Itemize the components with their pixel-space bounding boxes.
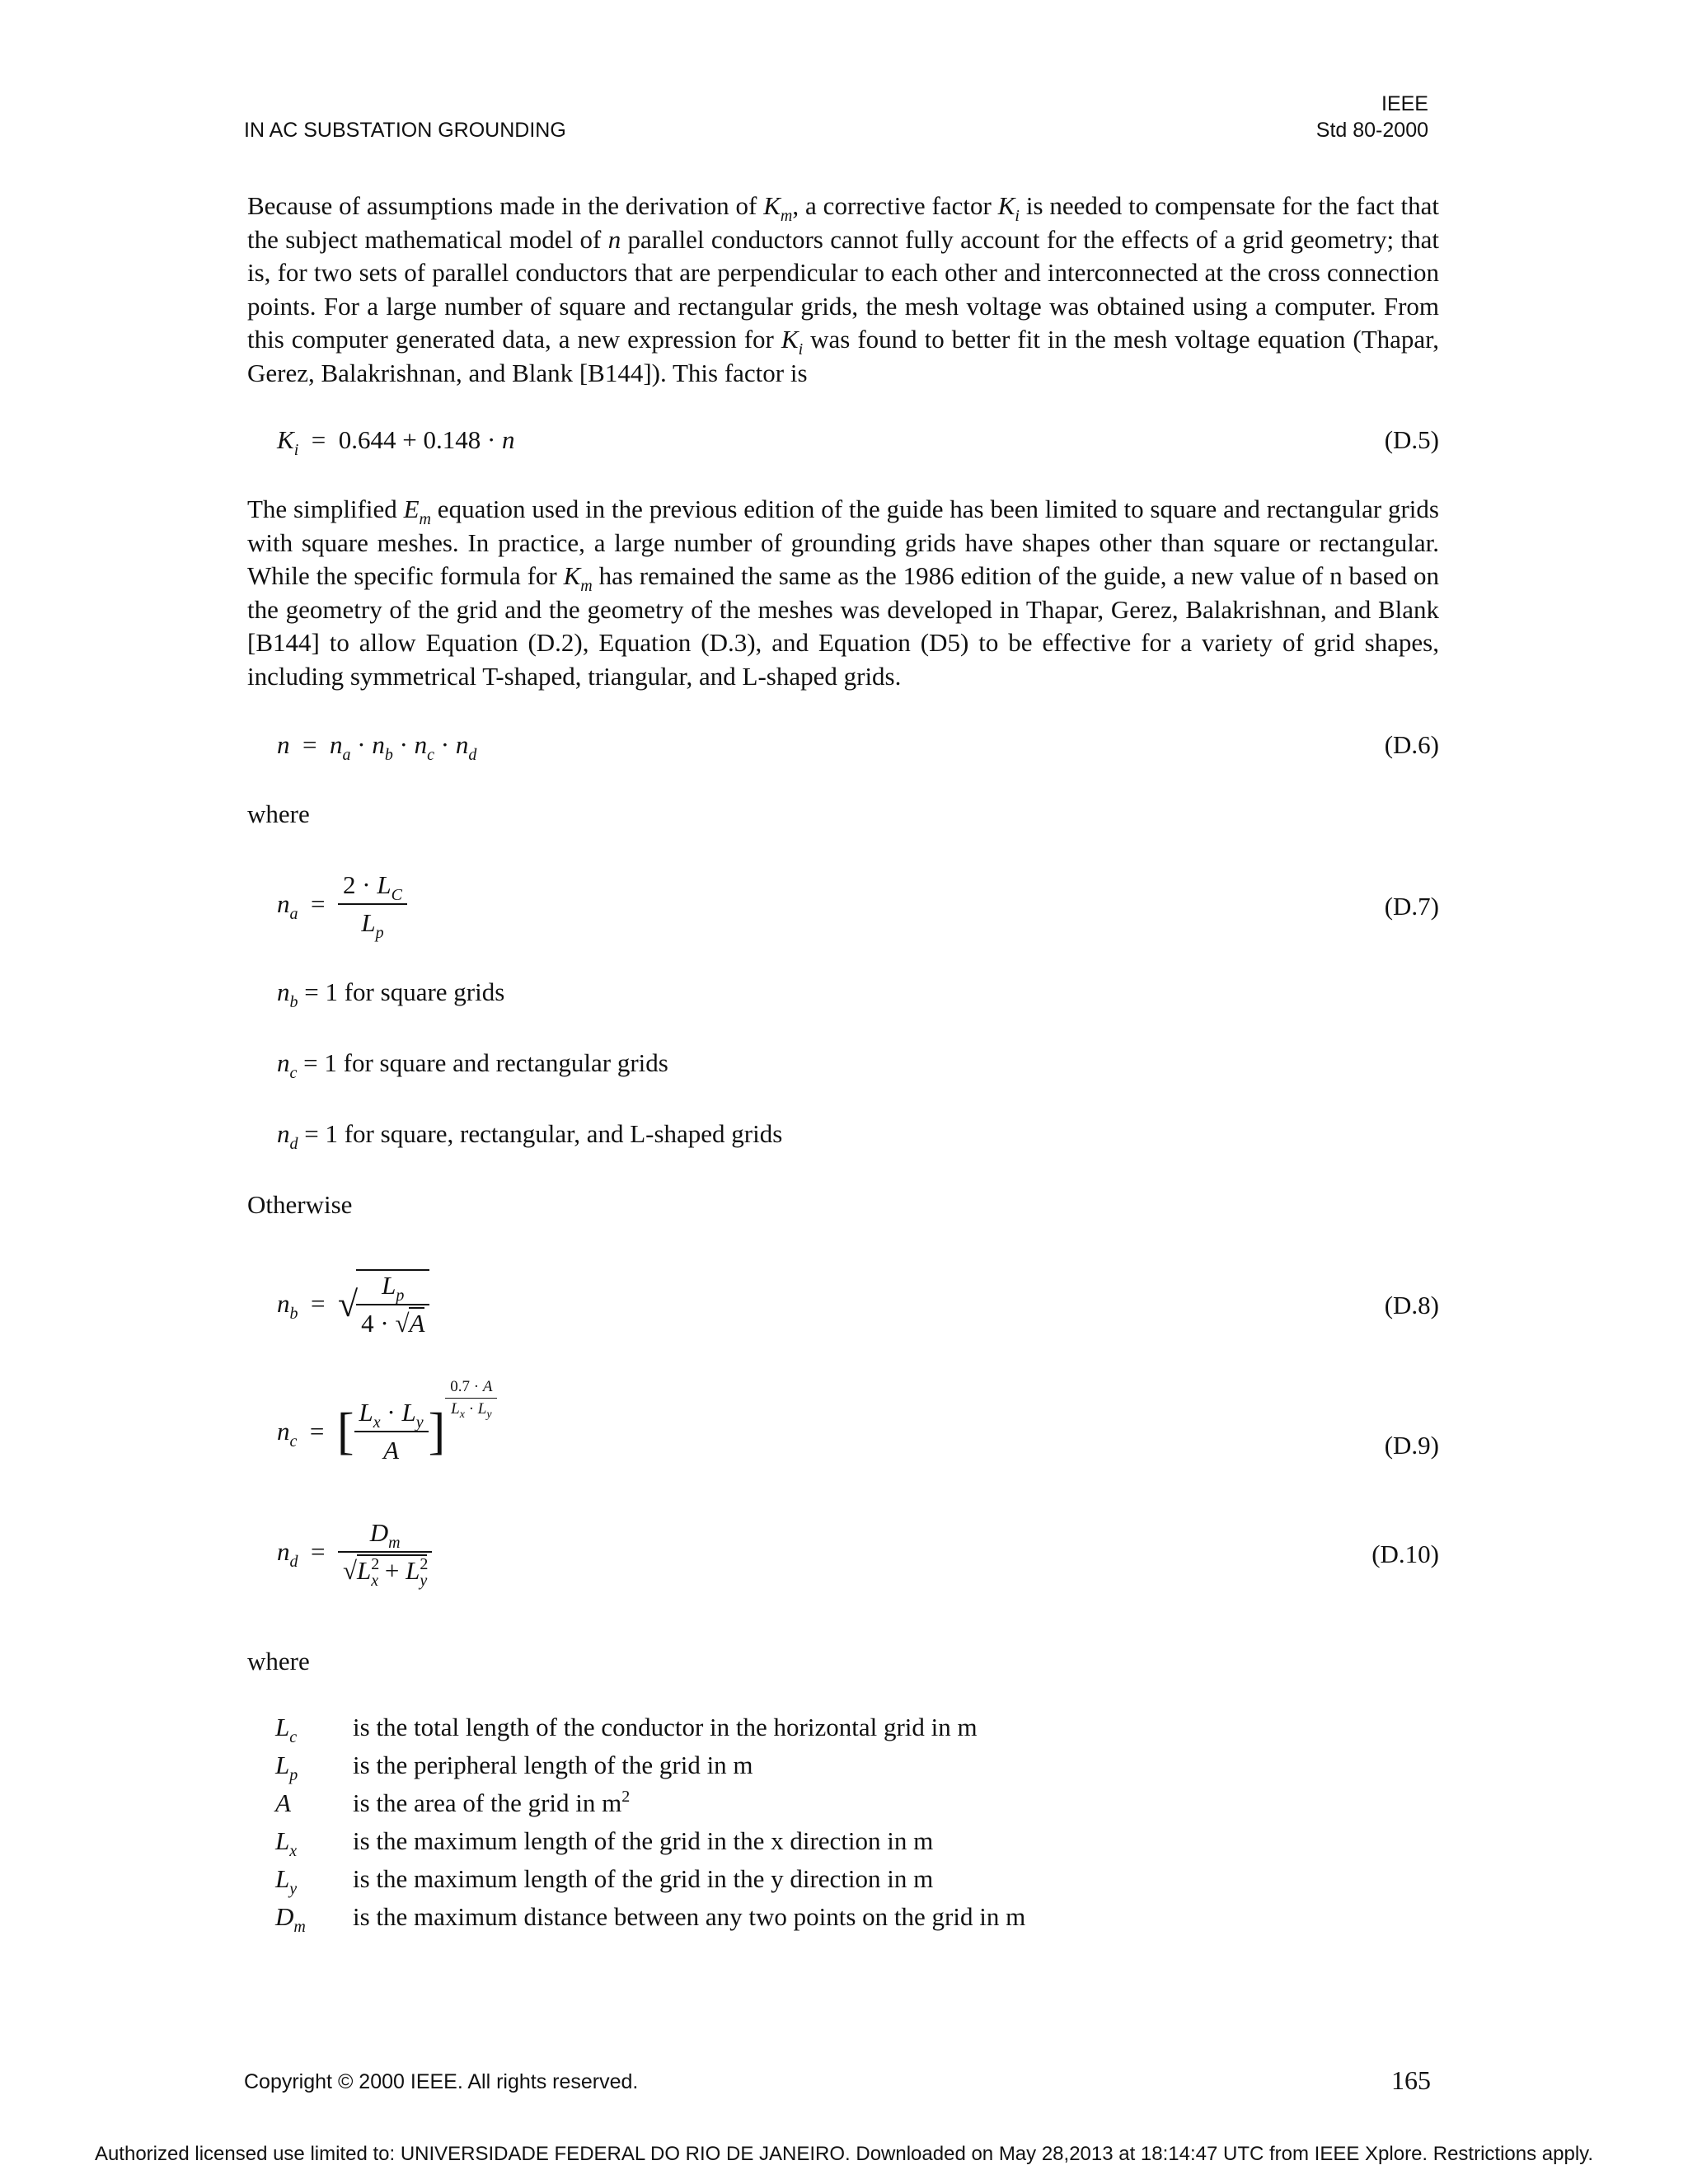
case-nb: $n_b = 1$ for square grids (277, 977, 505, 1011)
definition-symbol: $L_c$ (275, 1713, 298, 1746)
where-label: where (247, 799, 310, 828)
equation-d10: $n_d$ = $\frac{D_m}{√L^2_x + L^2_y}$ (277, 1518, 432, 1586)
definition-text: is the peripheral length of the grid in m (353, 1750, 753, 1779)
copyright-notice: Copyright © 2000 IEEE. All rights reserved. (244, 2070, 639, 2093)
definition-symbol: $L_p$ (275, 1750, 298, 1784)
page-number: 165 (1391, 2065, 1431, 2095)
equation-d7: $n_a$ = $\frac{2 \cdot L_C}{L_p}$ (277, 870, 407, 938)
equation-d8: $n_b$ = √ $\frac{L_p}{4 \cdot √A}$ (277, 1269, 429, 1338)
license-notice: Authorized licensed use limited to: UNIVERSIDADE FEDERAL DO RIO DE JANEIRO. Downloaded on May 28,2013 at 18:14:47 UTC from IEEE Xplore. Restrictions apply. (94, 2143, 1594, 2165)
definition-symbol: $L_x$ (275, 1826, 298, 1860)
definition-text: is the maximum distance between any two points on the grid in m (353, 1902, 1026, 1931)
definition-text: is the maximum length of the grid in the x direction in m (353, 1826, 934, 1855)
equation-d5: $K_i = 0.644 + 0.148 \cdot n$ (277, 425, 515, 459)
definition-text: is the maximum length of the grid in the y direction in m (353, 1864, 934, 1893)
equation-number-d10: (D.10) (1372, 1540, 1439, 1568)
running-header-std: Std 80-2000 (1315, 119, 1428, 142)
where-label-2: where (247, 1647, 310, 1675)
paragraph-em-geometry: The simplified $E_m$ equation used in the previous edition of the guide has been limited to square and rectangular grids with square meshes. In practice, a large number of grounding grids have shapes other than square or rectangular. While the specific formula for $K_m$ has remained the same as the 1986 edition of the guide, a new value of n based on the geometry of the grid and the geometry of the meshes was developed in Thapar, Gerez, Balakrishnan, and Blank [B144] to allow Equation (D.2), Equation (D.3), and Equation (D5) to be effective for a variety of grid shapes, including symmetrical T-shaped, triangular, and L-shaped grids. (247, 494, 1439, 691)
definition-text: is the total length of the conductor in the horizontal grid in m (353, 1713, 978, 1741)
equation-number-d8: (D.8) (1384, 1291, 1439, 1319)
equation-number-d9: (D.9) (1384, 1431, 1439, 1460)
case-nc: $n_c = 1$ for square and rectangular grids (277, 1048, 668, 1082)
equation-number-d5: (D.5) (1384, 425, 1439, 454)
definition-symbol: A (275, 1788, 291, 1817)
otherwise-label: Otherwise (247, 1190, 353, 1219)
equation-number-d7: (D.7) (1384, 892, 1439, 921)
running-header-ieee: IEEE (1381, 92, 1428, 115)
equation-d6: $n = n_a \cdot n_b \cdot n_c \cdot n_d$ (277, 730, 477, 764)
definition-text: is the area of the grid in $m^2$ (353, 1788, 631, 1817)
equation-d9: $n_c$ = [ $\frac{L_x \cdot L_y}{A}$ ] $\frac{0.7 \cdot A}{L_x \cdot L_y}$ (277, 1398, 497, 1465)
paragraph-ki-intro: Because of assumptions made in the derivation of $K_m$, a corrective factor $K_i$ is needed to compensate for the fact that the subject mathematical model of n parallel conductors cannot fully account for the effects of a grid geometry; that is, for two sets of parallel conductors that are perpendicular to each other and interconnected at the cross connection points. For a large number of square and rectangular grids, the mesh voltage was obtained using a computer. From this computer generated data, a new expression for $K_i$ was found to better fit in the mesh voltage equation (Thapar, Gerez, Balakrishnan, and Blank [B144]). This factor is (247, 191, 1440, 387)
definition-symbol: $L_y$ (275, 1864, 298, 1898)
running-header-title: IN AC SUBSTATION GROUNDING (244, 119, 566, 142)
equation-number-d6: (D.6) (1384, 730, 1439, 759)
case-nd: $n_d = 1$ for square, rectangular, and L-shaped grids (277, 1119, 783, 1153)
definition-symbol: $D_m$ (275, 1902, 306, 1936)
